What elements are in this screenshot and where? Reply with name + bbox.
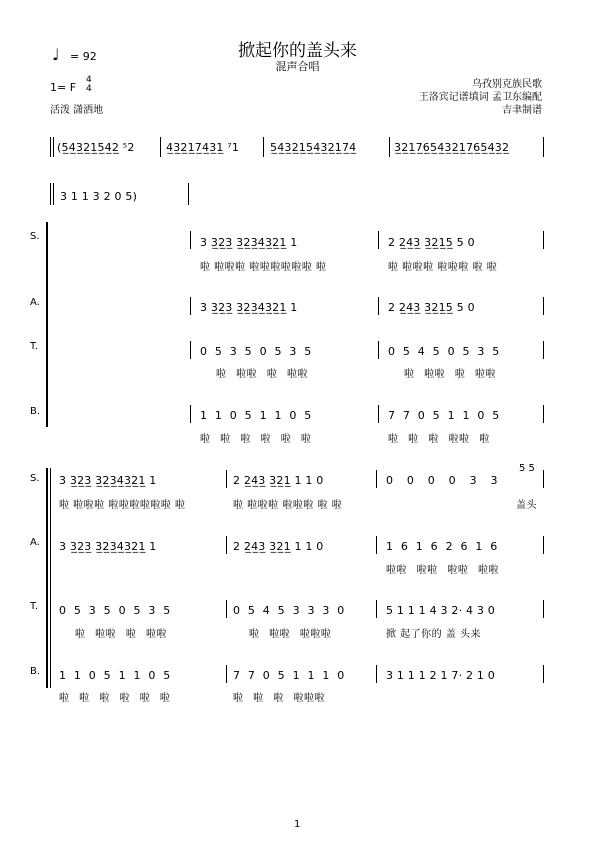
barline [188,183,189,205]
barline [378,297,379,315]
credit-source: 乌孜别克族民歌 [472,79,542,90]
b1-lyrics-1: 啦 啦 啦 啦 啦 啦 [200,434,312,445]
s2-pickup: 5 5 [519,463,535,474]
a2-measure-2: 2 2̲4̲3̲ 3̲2̲1̲ 1 1 0 [233,540,324,553]
system-brace [46,468,48,688]
barline [543,470,544,488]
s2-measure-2: 2 2̲4̲3̲ 3̲2̲1̲ 1 1 0 [233,474,324,487]
key-signature: 1= F [50,81,77,94]
barline [50,137,51,157]
b2-measure-3: 3 1 1 1 2 1 7· 2 1 0 [386,669,495,682]
barline [53,183,54,205]
voice-label-alto: A. [30,537,40,548]
intro-measure-2: 4̲3̲2̲1̲7̲4̲3̲1̲ ⁷1 [166,141,240,154]
barline [190,231,191,249]
song-subtitle: 混声合唱 [275,60,320,73]
s1-lyrics-1: 啦 啦啦啦 啦啦啦啦啦啦 啦 [200,262,327,273]
t1-measure-1: 0 5 3 5 0 5 3 5 [200,345,312,358]
s2-lyrics-2: 啦 啦啦啦 啦啦啦 啦 啦 [233,500,343,511]
intro-measure-5: 3 1 1 3 2 0 5) [60,190,138,203]
barline [543,231,544,249]
barline [376,600,377,618]
b1-measure-1: 1 1 0 5 1 1 0 5 [200,409,312,422]
barline [190,297,191,315]
t1-measure-2: 0 5 4 5 0 5 3 5 [388,345,500,358]
time-top: 4 [86,75,92,85]
barline [543,536,544,554]
barline [376,470,377,488]
b2-lyrics-1: 啦 啦 啦 啦 啦 啦 [59,693,171,704]
page-number: 1 [294,819,301,830]
intro-measure-1: (5̲4̲3̲2̲1̲5̲4̲2̲ ⁵2 [57,141,135,154]
barline [378,405,379,423]
voice-label-soprano: S. [30,473,40,484]
barline [226,536,227,554]
barline [376,665,377,683]
barline [263,137,264,157]
credit-words: 王洛宾记谱填词 孟卫东编配 [418,92,542,103]
tempo-marking: = 92 [70,50,97,63]
b2-lyrics-2: 啦 啦 啦 啦啦啦 [233,693,326,704]
system-barline [50,468,51,688]
barline [543,341,544,359]
time-bottom: 4 [86,84,92,94]
s2-measure-1: 3 3̲2̲3̲ 3̲2̲3̲4̲3̲2̲1̲ 1 [59,474,157,487]
barline [378,341,379,359]
s1-measure-2: 2 2̲4̲3̲ 3̲2̲1̲5̲ 5 0 [388,236,475,249]
system-brace [46,222,48,427]
barline [160,137,161,157]
a1-measure-2: 2 2̲4̲3̲ 3̲2̲1̲5̲ 5 0 [388,301,475,314]
expression-marking: 活泼 潇洒地 [50,105,104,116]
intro-measure-3: 5̲4̲3̲2̲1̲5̲4̲3̲2̲1̲7̲4̲ [270,141,357,154]
voice-label-tenor: T. [30,341,39,352]
barline [543,600,544,618]
barline [376,536,377,554]
s1-measure-1: 3 3̲2̲3̲ 3̲2̲3̲4̲3̲2̲1̲ 1 [200,236,298,249]
voice-label-soprano: S. [30,231,40,242]
barline [50,183,51,205]
t2-lyrics-3: 掀 起了你的 盖 头来 [386,629,482,640]
t1-lyrics-1: 啦 啦啦 啦 啦啦 [216,369,309,380]
a2-measure-1: 3 3̲2̲3̲ 3̲2̲3̲4̲3̲2̲1̲ 1 [59,540,157,553]
a2-lyrics-3: 啦啦 啦啦 啦啦 啦啦 [386,565,500,576]
barline [226,665,227,683]
credit-engraver: 吉聿制谱 [502,105,542,116]
b2-measure-2: 7 7 0 5 1 1 1 0 [233,669,345,682]
quarter-note-icon: ♩ [52,45,60,64]
voice-label-bass: B. [30,406,41,417]
s1-lyrics-2: 啦 啦啦啦 啦啦啦 啦 啦 [388,262,498,273]
voice-label-tenor: T. [30,601,39,612]
t2-measure-1: 0 5 3 5 0 5 3 5 [59,604,171,617]
s2-measure-3: 0 0 0 0 3 3 [386,474,498,487]
barline [190,405,191,423]
barline [543,405,544,423]
song-title: 掀起你的盖头来 [238,41,357,61]
t2-lyrics-2: 啦 啦啦 啦啦啦 [249,629,332,640]
barline [190,341,191,359]
b1-lyrics-2: 啦 啦 啦 啦啦 啦 [388,434,490,445]
b2-measure-1: 1 1 0 5 1 1 0 5 [59,669,171,682]
s2-lyrics-3: 盖头 [516,500,537,511]
voice-label-alto: A. [30,297,40,308]
t2-measure-2: 0 5 4 5 3 3 3 0 [233,604,345,617]
barline [226,600,227,618]
t1-lyrics-2: 啦 啦啦 啦 啦啦 [404,369,497,380]
barline [53,137,54,157]
t2-measure-3: 5 1 1 1 4 3 2· 4 3 0 [386,604,495,617]
b1-measure-2: 7 7 0 5 1 1 0 5 [388,409,500,422]
a2-measure-3: 1 6 1 6 2 6 1 6 [386,540,498,553]
t2-lyrics-1: 啦 啦啦 啦 啦啦 [75,629,168,640]
barline [378,231,379,249]
barline [543,297,544,315]
voice-label-bass: B. [30,666,41,677]
barline [389,137,390,157]
s2-lyrics-1: 啦 啦啦啦 啦啦啦啦啦啦 啦 [59,500,186,511]
barline [543,137,544,157]
intro-measure-4: 3̲2̲1̲7̲6̲5̲4̲3̲2̲1̲7̲6̲5̲4̲3̲2̲ [394,141,510,154]
a1-measure-1: 3 3̲2̲3̲ 3̲2̲3̲4̲3̲2̲1̲ 1 [200,301,298,314]
barline [543,665,544,683]
time-signature [86,76,92,94]
barline [226,470,227,488]
